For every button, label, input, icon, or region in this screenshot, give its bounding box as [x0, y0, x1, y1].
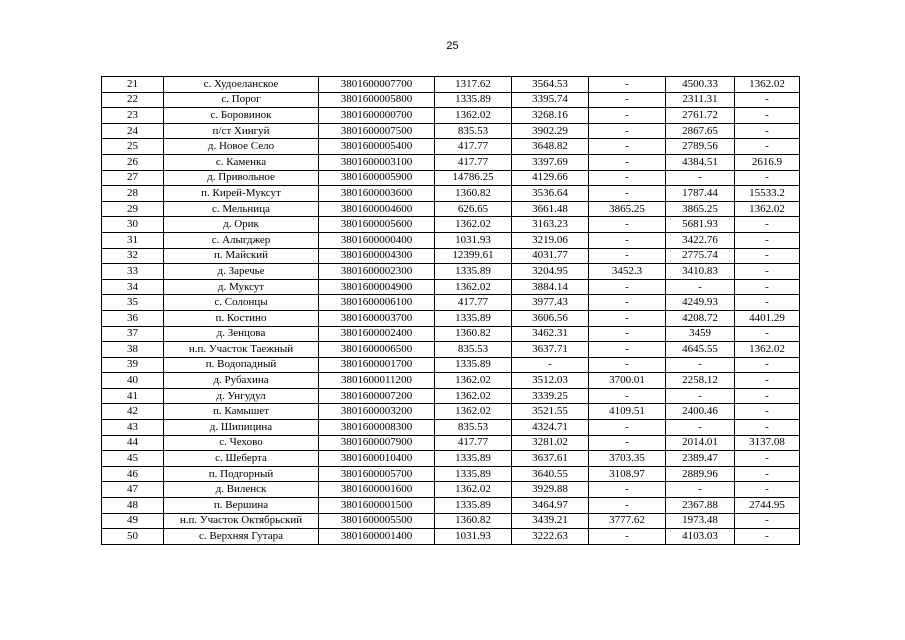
- code-cell: 3801600003100: [319, 154, 435, 170]
- table-row: [102, 108, 800, 124]
- value-col-3-cell: 3703.35: [589, 451, 666, 467]
- table-row: [102, 232, 800, 248]
- value-col-2-cell: 3640.55: [512, 466, 589, 482]
- settlement-name-cell: с. Худоеланское: [164, 77, 319, 93]
- table-row: [102, 248, 800, 264]
- settlement-name-cell: д. Рубахина: [164, 373, 319, 389]
- value-col-3-cell: -: [589, 154, 666, 170]
- row-number-cell: 49: [102, 513, 164, 529]
- value-col-3-cell: -: [589, 310, 666, 326]
- row-number-cell: 24: [102, 123, 164, 139]
- settlement-name-cell: д. Орик: [164, 217, 319, 233]
- value-col-5-cell: -: [735, 529, 800, 545]
- settlement-name-cell: п. Майский: [164, 248, 319, 264]
- table-row: [102, 92, 800, 108]
- value-col-1-cell: 1317.62: [435, 77, 512, 93]
- code-cell: 3801600006500: [319, 342, 435, 358]
- value-col-5-cell: -: [735, 451, 800, 467]
- value-col-4-cell: -: [666, 388, 735, 404]
- value-col-3-cell: 3865.25: [589, 201, 666, 217]
- value-col-5-cell: -: [735, 123, 800, 139]
- value-col-5-cell: -: [735, 373, 800, 389]
- table-row: [102, 373, 800, 389]
- table-row: [102, 513, 800, 529]
- table-row: [102, 326, 800, 342]
- value-col-3-cell: -: [589, 92, 666, 108]
- value-col-4-cell: 2367.88: [666, 498, 735, 514]
- value-col-4-cell: 2389.47: [666, 451, 735, 467]
- value-col-1-cell: 1360.82: [435, 186, 512, 202]
- settlement-name-cell: с. Мельница: [164, 201, 319, 217]
- row-number-cell: 43: [102, 420, 164, 436]
- value-col-1-cell: 1335.89: [435, 357, 512, 373]
- settlement-name-cell: д. Виленск: [164, 482, 319, 498]
- value-col-5-cell: 2616.9: [735, 154, 800, 170]
- value-col-5-cell: -: [735, 326, 800, 342]
- value-col-4-cell: 3459: [666, 326, 735, 342]
- table-row: [102, 264, 800, 280]
- row-number-cell: 39: [102, 357, 164, 373]
- value-col-4-cell: 4208.72: [666, 310, 735, 326]
- value-col-2-cell: 3268.16: [512, 108, 589, 124]
- table-row: [102, 357, 800, 373]
- value-col-3-cell: -: [589, 248, 666, 264]
- value-col-1-cell: 417.77: [435, 154, 512, 170]
- row-number-cell: 45: [102, 451, 164, 467]
- settlement-name-cell: д. Новое Село: [164, 139, 319, 155]
- value-col-2-cell: 3281.02: [512, 435, 589, 451]
- table-row: [102, 123, 800, 139]
- code-cell: 3801600005400: [319, 139, 435, 155]
- value-col-4-cell: 1787.44: [666, 186, 735, 202]
- value-col-3-cell: -: [589, 139, 666, 155]
- value-col-1-cell: 417.77: [435, 435, 512, 451]
- table-body: [102, 77, 800, 545]
- value-col-1-cell: 1362.02: [435, 217, 512, 233]
- value-col-1-cell: 1335.89: [435, 451, 512, 467]
- value-col-3-cell: -: [589, 482, 666, 498]
- value-col-5-cell: -: [735, 295, 800, 311]
- value-col-1-cell: 1360.82: [435, 326, 512, 342]
- code-cell: 3801600011200: [319, 373, 435, 389]
- value-col-2-cell: 3977.43: [512, 295, 589, 311]
- settlement-name-cell: п. Камышет: [164, 404, 319, 420]
- row-number-cell: 47: [102, 482, 164, 498]
- value-col-4-cell: 3865.25: [666, 201, 735, 217]
- settlement-name-cell: п. Костино: [164, 310, 319, 326]
- value-col-1-cell: 835.53: [435, 420, 512, 436]
- table-row: [102, 435, 800, 451]
- value-col-1-cell: 1362.02: [435, 482, 512, 498]
- value-col-1-cell: 1360.82: [435, 513, 512, 529]
- table-row: [102, 498, 800, 514]
- code-cell: 3801600001700: [319, 357, 435, 373]
- settlement-name-cell: п. Подгорный: [164, 466, 319, 482]
- value-col-3-cell: -: [589, 357, 666, 373]
- code-cell: 3801600010400: [319, 451, 435, 467]
- value-col-3-cell: -: [589, 498, 666, 514]
- value-col-5-cell: -: [735, 139, 800, 155]
- value-col-5-cell: 4401.29: [735, 310, 800, 326]
- code-cell: 3801600005900: [319, 170, 435, 186]
- code-cell: 3801600000400: [319, 232, 435, 248]
- row-number-cell: 25: [102, 139, 164, 155]
- table-row: [102, 295, 800, 311]
- value-col-1-cell: 1362.02: [435, 108, 512, 124]
- table-row: [102, 186, 800, 202]
- value-col-2-cell: 4129.66: [512, 170, 589, 186]
- value-col-3-cell: -: [589, 420, 666, 436]
- value-col-2-cell: 3397.69: [512, 154, 589, 170]
- value-col-2-cell: 3929.88: [512, 482, 589, 498]
- page-number: 25: [446, 40, 459, 52]
- code-cell: 3801600001600: [319, 482, 435, 498]
- value-col-1-cell: 14786.25: [435, 170, 512, 186]
- value-col-2-cell: 3564.53: [512, 77, 589, 93]
- value-col-2-cell: 3464.97: [512, 498, 589, 514]
- value-col-2-cell: 3222.63: [512, 529, 589, 545]
- table-row: [102, 529, 800, 545]
- value-col-2-cell: 3512.03: [512, 373, 589, 389]
- value-col-3-cell: -: [589, 295, 666, 311]
- value-col-2-cell: 3661.48: [512, 201, 589, 217]
- value-col-1-cell: 1335.89: [435, 310, 512, 326]
- value-col-4-cell: 4384.51: [666, 154, 735, 170]
- table-row: [102, 451, 800, 467]
- code-cell: 3801600008300: [319, 420, 435, 436]
- value-col-2-cell: 3637.71: [512, 342, 589, 358]
- value-col-4-cell: 4103.03: [666, 529, 735, 545]
- value-col-3-cell: -: [589, 326, 666, 342]
- code-cell: 3801600004900: [319, 279, 435, 295]
- value-col-5-cell: 2744.95: [735, 498, 800, 514]
- code-cell: 3801600002300: [319, 264, 435, 280]
- code-cell: 3801600001400: [319, 529, 435, 545]
- value-col-4-cell: 4645.55: [666, 342, 735, 358]
- code-cell: 3801600005700: [319, 466, 435, 482]
- value-col-5-cell: -: [735, 170, 800, 186]
- settlement-name-cell: с. Шеберта: [164, 451, 319, 467]
- code-cell: 3801600003200: [319, 404, 435, 420]
- value-col-4-cell: 2400.46: [666, 404, 735, 420]
- settlement-name-cell: с. Солонцы: [164, 295, 319, 311]
- value-col-3-cell: 3777.62: [589, 513, 666, 529]
- value-col-3-cell: 4109.51: [589, 404, 666, 420]
- value-col-5-cell: -: [735, 513, 800, 529]
- value-col-4-cell: -: [666, 357, 735, 373]
- value-col-3-cell: -: [589, 170, 666, 186]
- value-col-5-cell: -: [735, 232, 800, 248]
- table-row: [102, 404, 800, 420]
- value-col-1-cell: 12399.61: [435, 248, 512, 264]
- value-col-3-cell: -: [589, 388, 666, 404]
- code-cell: 3801600004300: [319, 248, 435, 264]
- row-number-cell: 44: [102, 435, 164, 451]
- settlement-name-cell: с. Алыгджер: [164, 232, 319, 248]
- value-col-4-cell: -: [666, 482, 735, 498]
- table-row: [102, 154, 800, 170]
- code-cell: 3801600007200: [319, 388, 435, 404]
- code-cell: 3801600001500: [319, 498, 435, 514]
- value-col-4-cell: 3422.76: [666, 232, 735, 248]
- value-col-3-cell: -: [589, 279, 666, 295]
- code-cell: 3801600006100: [319, 295, 435, 311]
- value-col-1-cell: 1362.02: [435, 373, 512, 389]
- value-col-2-cell: 3163.23: [512, 217, 589, 233]
- code-cell: 3801600005500: [319, 513, 435, 529]
- value-col-2-cell: 3462.31: [512, 326, 589, 342]
- code-cell: 3801600007500: [319, 123, 435, 139]
- settlement-name-cell: д. Шипицина: [164, 420, 319, 436]
- value-col-3-cell: -: [589, 186, 666, 202]
- value-col-2-cell: 3521.55: [512, 404, 589, 420]
- value-col-2-cell: 3219.06: [512, 232, 589, 248]
- value-col-5-cell: -: [735, 92, 800, 108]
- value-col-2-cell: 3536.64: [512, 186, 589, 202]
- value-col-2-cell: -: [512, 357, 589, 373]
- value-col-2-cell: 3606.56: [512, 310, 589, 326]
- value-col-4-cell: 4500.33: [666, 77, 735, 93]
- row-number-cell: 36: [102, 310, 164, 326]
- value-col-4-cell: 2889.96: [666, 466, 735, 482]
- value-col-2-cell: 3339.25: [512, 388, 589, 404]
- value-col-1-cell: 835.53: [435, 123, 512, 139]
- settlement-name-cell: с. Боровинок: [164, 108, 319, 124]
- row-number-cell: 34: [102, 279, 164, 295]
- value-col-4-cell: -: [666, 279, 735, 295]
- value-col-1-cell: 835.53: [435, 342, 512, 358]
- value-col-3-cell: -: [589, 123, 666, 139]
- value-col-4-cell: 2867.65: [666, 123, 735, 139]
- code-cell: 3801600005800: [319, 92, 435, 108]
- value-col-1-cell: 417.77: [435, 139, 512, 155]
- value-col-3-cell: -: [589, 217, 666, 233]
- value-col-5-cell: 1362.02: [735, 201, 800, 217]
- table-row: [102, 139, 800, 155]
- value-col-1-cell: 626.65: [435, 201, 512, 217]
- value-col-1-cell: 1031.93: [435, 232, 512, 248]
- value-col-5-cell: 1362.02: [735, 77, 800, 93]
- table-row: [102, 170, 800, 186]
- value-col-1-cell: 1362.02: [435, 388, 512, 404]
- value-col-2-cell: 3439.21: [512, 513, 589, 529]
- value-col-5-cell: -: [735, 108, 800, 124]
- value-col-3-cell: -: [589, 77, 666, 93]
- value-col-5-cell: -: [735, 388, 800, 404]
- settlement-name-cell: д. Привольное: [164, 170, 319, 186]
- settlement-name-cell: д. Зенцова: [164, 326, 319, 342]
- value-col-5-cell: -: [735, 357, 800, 373]
- settlement-name-cell: с. Верхняя Гутара: [164, 529, 319, 545]
- settlement-name-cell: с. Каменка: [164, 154, 319, 170]
- value-col-2-cell: 3884.14: [512, 279, 589, 295]
- value-col-4-cell: 3410.83: [666, 264, 735, 280]
- value-col-3-cell: -: [589, 342, 666, 358]
- value-col-1-cell: 1335.89: [435, 264, 512, 280]
- value-col-2-cell: 4031.77: [512, 248, 589, 264]
- row-number-cell: 31: [102, 232, 164, 248]
- row-number-cell: 37: [102, 326, 164, 342]
- code-cell: 3801600005600: [319, 217, 435, 233]
- code-cell: 3801600003600: [319, 186, 435, 202]
- table-row: [102, 342, 800, 358]
- row-number-cell: 32: [102, 248, 164, 264]
- value-col-2-cell: 3648.82: [512, 139, 589, 155]
- data-table: [101, 76, 800, 545]
- value-col-1-cell: 1335.89: [435, 498, 512, 514]
- value-col-3-cell: 3700.01: [589, 373, 666, 389]
- value-col-4-cell: 5681.93: [666, 217, 735, 233]
- value-col-1-cell: 1335.89: [435, 466, 512, 482]
- value-col-4-cell: 4249.93: [666, 295, 735, 311]
- settlement-name-cell: п. Кирей-Муксут: [164, 186, 319, 202]
- code-cell: 3801600007900: [319, 435, 435, 451]
- row-number-cell: 22: [102, 92, 164, 108]
- value-col-4-cell: 2775.74: [666, 248, 735, 264]
- settlement-name-cell: с. Порог: [164, 92, 319, 108]
- table-row: [102, 201, 800, 217]
- value-col-5-cell: -: [735, 482, 800, 498]
- code-cell: 3801600004600: [319, 201, 435, 217]
- value-col-3-cell: -: [589, 108, 666, 124]
- value-col-4-cell: 2258.12: [666, 373, 735, 389]
- value-col-3-cell: -: [589, 232, 666, 248]
- row-number-cell: 46: [102, 466, 164, 482]
- value-col-5-cell: 1362.02: [735, 342, 800, 358]
- row-number-cell: 50: [102, 529, 164, 545]
- code-cell: 3801600000700: [319, 108, 435, 124]
- code-cell: 3801600007700: [319, 77, 435, 93]
- table-row: [102, 482, 800, 498]
- code-cell: 3801600002400: [319, 326, 435, 342]
- value-col-5-cell: -: [735, 264, 800, 280]
- value-col-2-cell: 4324.71: [512, 420, 589, 436]
- row-number-cell: 26: [102, 154, 164, 170]
- value-col-5-cell: -: [735, 404, 800, 420]
- settlement-name-cell: п. Водопадный: [164, 357, 319, 373]
- value-col-5-cell: 3137.08: [735, 435, 800, 451]
- value-col-1-cell: 1335.89: [435, 92, 512, 108]
- value-col-4-cell: -: [666, 420, 735, 436]
- settlement-name-cell: н.п. Участок Октябрьский: [164, 513, 319, 529]
- settlement-name-cell: п/ст Хингуй: [164, 123, 319, 139]
- settlement-name-cell: д. Унгудул: [164, 388, 319, 404]
- value-col-5-cell: -: [735, 420, 800, 436]
- row-number-cell: 38: [102, 342, 164, 358]
- value-col-2-cell: 3204.95: [512, 264, 589, 280]
- value-col-4-cell: 2014.01: [666, 435, 735, 451]
- value-col-1-cell: 1362.02: [435, 404, 512, 420]
- row-number-cell: 23: [102, 108, 164, 124]
- row-number-cell: 42: [102, 404, 164, 420]
- settlement-name-cell: н.п. Участок Таежный: [164, 342, 319, 358]
- value-col-1-cell: 1031.93: [435, 529, 512, 545]
- table-row: [102, 466, 800, 482]
- code-cell: 3801600003700: [319, 310, 435, 326]
- value-col-5-cell: -: [735, 217, 800, 233]
- table-row: [102, 420, 800, 436]
- value-col-4-cell: 2761.72: [666, 108, 735, 124]
- row-number-cell: 30: [102, 217, 164, 233]
- table-row: [102, 217, 800, 233]
- value-col-2-cell: 3637.61: [512, 451, 589, 467]
- value-col-4-cell: 2311.31: [666, 92, 735, 108]
- row-number-cell: 29: [102, 201, 164, 217]
- value-col-3-cell: 3108.97: [589, 466, 666, 482]
- row-number-cell: 35: [102, 295, 164, 311]
- table-row: [102, 310, 800, 326]
- table-row: [102, 388, 800, 404]
- settlement-name-cell: п. Вершина: [164, 498, 319, 514]
- row-number-cell: 21: [102, 77, 164, 93]
- value-col-3-cell: -: [589, 435, 666, 451]
- table-row: [102, 279, 800, 295]
- value-col-5-cell: 15533.2: [735, 186, 800, 202]
- row-number-cell: 33: [102, 264, 164, 280]
- value-col-2-cell: 3395.74: [512, 92, 589, 108]
- row-number-cell: 28: [102, 186, 164, 202]
- settlement-name-cell: д. Муксут: [164, 279, 319, 295]
- row-number-cell: 48: [102, 498, 164, 514]
- value-col-5-cell: -: [735, 466, 800, 482]
- value-col-5-cell: -: [735, 279, 800, 295]
- row-number-cell: 27: [102, 170, 164, 186]
- row-number-cell: 40: [102, 373, 164, 389]
- value-col-2-cell: 3902.29: [512, 123, 589, 139]
- table-row: [102, 77, 800, 93]
- value-col-1-cell: 417.77: [435, 295, 512, 311]
- value-col-5-cell: -: [735, 248, 800, 264]
- settlement-name-cell: с. Чехово: [164, 435, 319, 451]
- value-col-4-cell: 2789.56: [666, 139, 735, 155]
- row-number-cell: 41: [102, 388, 164, 404]
- settlement-name-cell: д. Заречье: [164, 264, 319, 280]
- value-col-4-cell: -: [666, 170, 735, 186]
- value-col-1-cell: 1362.02: [435, 279, 512, 295]
- value-col-3-cell: -: [589, 529, 666, 545]
- value-col-3-cell: 3452.3: [589, 264, 666, 280]
- value-col-4-cell: 1973.48: [666, 513, 735, 529]
